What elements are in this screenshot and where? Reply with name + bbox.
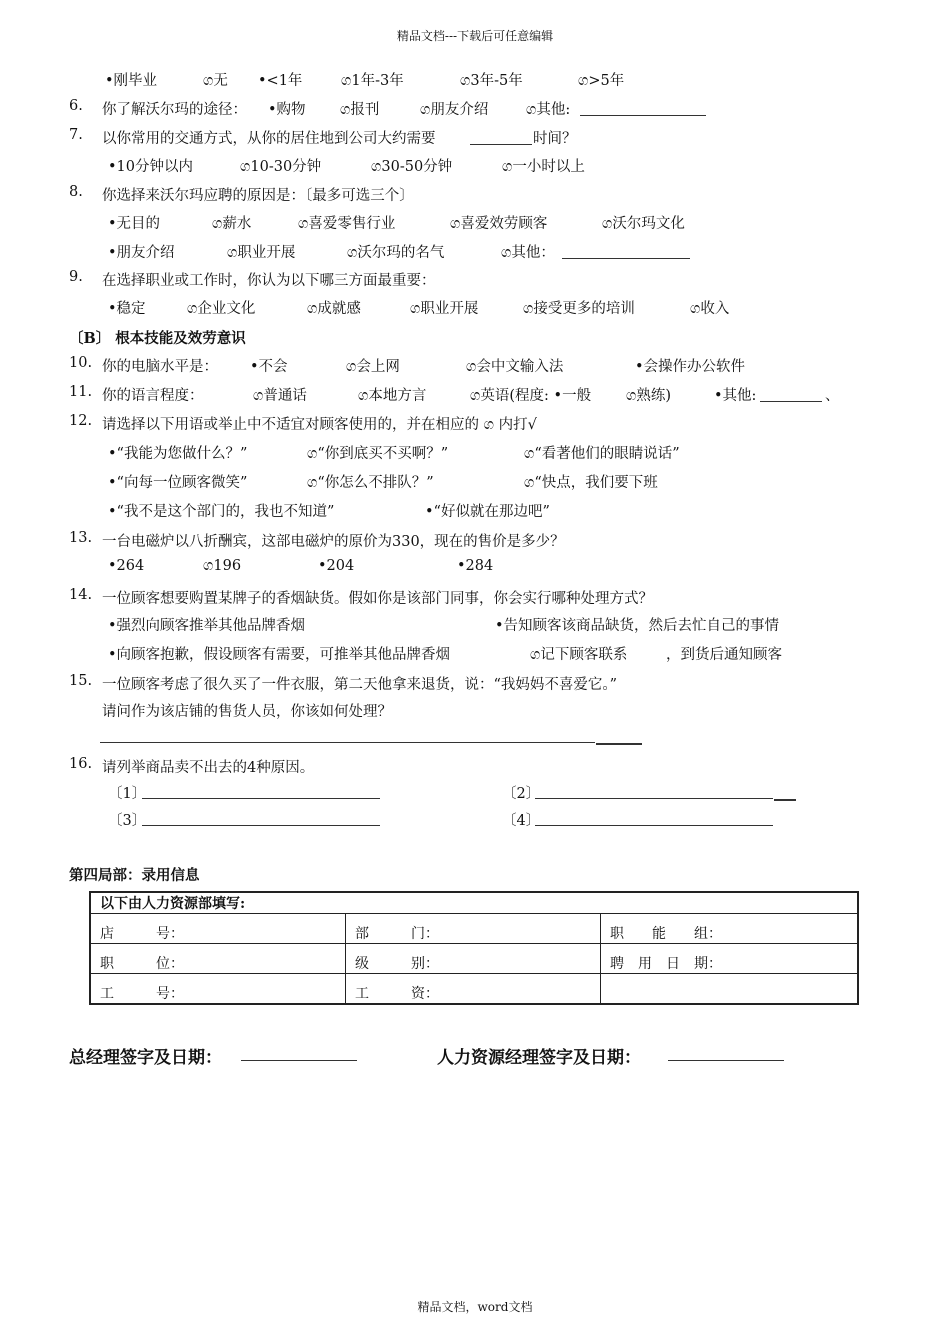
question-number: 16. (69, 756, 93, 772)
q11-punct: 、 (825, 388, 840, 404)
question-text-2: 请问作为该店铺的售货人员，你该如何处理？ (102, 704, 392, 720)
q12-option[interactable]: •“好似就在那边吧” (425, 504, 550, 520)
q5-option[interactable]: ග3年-5年 (460, 73, 523, 89)
q7-option[interactable]: ග一小时以上 (502, 159, 585, 175)
q11-option[interactable]: ග熟练) (626, 388, 672, 404)
q6-option[interactable]: ග朋友介绍 (420, 102, 489, 118)
q10-option[interactable]: ග会上网 (346, 359, 400, 375)
q7-option[interactable]: ග10-30分钟 (240, 159, 322, 175)
hr-info-table (89, 891, 859, 1005)
question-text: 在选择职业或工作时，你认为以下哪三方面最重要： (102, 273, 436, 289)
table-cell[interactable]: 聘 用 日 期： (601, 944, 859, 974)
table-cell[interactable]: 工 资： (346, 974, 601, 1005)
q13-option[interactable]: •204 (318, 558, 355, 574)
q11-option[interactable]: ග英语(程度: •一般 (470, 388, 592, 404)
q10-option[interactable]: ග会中文输入法 (466, 359, 564, 375)
table-cell[interactable]: 级 别： (346, 944, 601, 974)
q16-item-label: 〔3〕 (108, 813, 147, 829)
q5-option[interactable]: ග>5年 (578, 73, 625, 89)
question-text: 一位顾客想要购置某牌子的香烟缺货。假如你是该部门同事，你会实行哪种处理方式？ (102, 591, 653, 607)
question-number: 9. (69, 269, 83, 285)
q12-option[interactable]: ග“看著他们的眼睛说话” (524, 446, 680, 462)
table-row (90, 892, 858, 914)
q14-option[interactable]: ග记下顾客联系 (530, 647, 628, 663)
q8-option[interactable]: ග喜爱零售行业 (298, 216, 396, 232)
hr-signature-label: 人力资源经理签字及日期： (437, 1048, 641, 1068)
q7-time-blank[interactable] (470, 127, 532, 145)
q10-option[interactable]: •不会 (250, 359, 288, 375)
question-number: 8. (69, 184, 83, 200)
question-number: 12. (69, 413, 93, 429)
q9-option[interactable]: ග企业文化 (187, 301, 256, 317)
q8-option[interactable]: ග薪水 (212, 216, 252, 232)
question-text: 一台电磁炉以八折酬宾，这部电磁炉的原价为330，现在的售价是多少？ (102, 534, 565, 550)
q7-option[interactable]: •10分钟以内 (108, 159, 194, 175)
q15-answer-line[interactable] (100, 726, 595, 743)
question-number: 15. (69, 673, 93, 689)
table-row (90, 944, 858, 974)
q5-option[interactable]: ග无 (203, 73, 228, 89)
q9-option[interactable]: ග接受更多的培训 (523, 301, 635, 317)
q11-option[interactable]: ග本地方言 (358, 388, 427, 404)
table-cell[interactable]: 工 号： (90, 974, 346, 1005)
q16-answer-3[interactable] (142, 809, 380, 826)
q11-option[interactable]: •其他: (714, 388, 757, 404)
q9-option[interactable]: •稳定 (108, 301, 146, 317)
q8-option[interactable]: ග沃尔玛的名气 (347, 245, 445, 261)
question-number: 11. (69, 384, 93, 400)
q13-option[interactable]: ග196 (203, 558, 242, 574)
q12-option[interactable]: ග“你到底买不买啊？” (307, 446, 449, 462)
q5-option[interactable]: •<1年 (258, 73, 303, 89)
q12-option[interactable]: •“我不是这个部门的，我也不知道” (108, 504, 335, 520)
page-header: 精品文档---下载后可任意编辑 (396, 29, 554, 43)
table-row (90, 914, 858, 944)
q8-option[interactable]: ග喜爱效劳顾客 (450, 216, 548, 232)
q16-answer-1[interactable] (142, 782, 380, 799)
q6-option[interactable]: ග其他: (526, 102, 571, 118)
q16-answer-2[interactable] (535, 782, 773, 799)
q10-option[interactable]: •会操作办公软件 (635, 359, 746, 375)
q12-option[interactable]: ග“你怎么不排队？” (307, 475, 434, 491)
q11-other-blank[interactable] (760, 384, 822, 402)
hr-signature-line[interactable] (668, 1043, 784, 1061)
q8-option[interactable]: ග职业开展 (227, 245, 296, 261)
question-text-suffix: 时间？ (533, 131, 577, 147)
q12-option[interactable]: •“向每一位顾客微笑” (108, 475, 248, 491)
q16-answer-2-end (774, 782, 796, 801)
q8-option[interactable]: ග沃尔玛文化 (602, 216, 685, 232)
q8-option[interactable]: •朋友介绍 (108, 245, 175, 261)
question-text: 请列举商品卖不出去的4种原因。 (102, 760, 315, 776)
question-text: 请选择以下用语或举止中不适宜对顾客使用的，并在相应的 ග 内打√ (102, 417, 537, 433)
part4-title: 第四局部：录用信息 (69, 867, 200, 884)
question-text: 你的电脑水平是： (102, 359, 218, 375)
question-number: 14. (69, 587, 93, 603)
question-text: 你了解沃尔玛的途径： (102, 102, 247, 118)
table-cell[interactable]: 店 号： (90, 914, 346, 944)
q16-answer-4[interactable] (535, 809, 773, 826)
question-number: 13. (69, 530, 93, 546)
gm-signature-label: 总经理签字及日期： (69, 1048, 222, 1068)
q6-other-blank[interactable] (580, 98, 706, 116)
q15-answer-line-end (596, 726, 642, 745)
question-number: 10. (69, 355, 93, 371)
table-row (90, 974, 858, 1005)
section-b-title: 〔B〕 根本技能及效劳意识 (69, 330, 246, 347)
q13-option[interactable]: •284 (457, 558, 494, 574)
q16-item-label: 〔4〕 (502, 813, 541, 829)
q12-option[interactable]: •“我能为您做什么？” (108, 446, 248, 462)
q8-option[interactable]: ග其他： (501, 245, 555, 261)
q5-option[interactable]: •刚毕业 (105, 73, 158, 89)
table-cell[interactable] (601, 974, 859, 1005)
q7-option[interactable]: ග30-50分钟 (371, 159, 453, 175)
q5-option[interactable]: ග1年-3年 (341, 73, 404, 89)
q16-item-label: 〔2〕 (502, 786, 541, 802)
q14-option-tail: ，到货后通知顾客 (666, 647, 782, 663)
q9-option[interactable]: ග成就感 (307, 301, 361, 317)
q6-option[interactable]: ග报刊 (340, 102, 380, 118)
q13-option[interactable]: •264 (108, 558, 145, 574)
table-cell[interactable]: 职 能 组： (601, 914, 859, 944)
table-cell[interactable]: 职 位： (90, 944, 346, 974)
question-text: 以你常用的交通方式，从你的居住地到公司大约需要 (102, 131, 436, 147)
q8-option[interactable]: •无目的 (108, 216, 161, 232)
gm-signature-line[interactable] (241, 1043, 357, 1061)
q6-option[interactable]: •购物 (268, 102, 306, 118)
q8-other-blank[interactable] (562, 241, 690, 259)
question-text: 你的语言程度： (102, 388, 204, 404)
question-text: 一位顾客考虑了很久买了一件衣服，第二天他拿来退货，说：“我妈妈不喜爱它。” (102, 677, 618, 693)
table-head: 以下由人力资源部填写: (90, 892, 858, 914)
question-text: 你选择来沃尔玛应聘的原因是：〔最多可选三个〕 (102, 188, 414, 204)
q12-option[interactable]: ග“快点，我们要下班 (524, 475, 658, 491)
question-number: 6. (69, 98, 83, 114)
q14-option[interactable]: •强烈向顾客推举其他品牌香烟 (108, 618, 306, 634)
page-footer: 精品文档，word文档 (417, 1300, 533, 1314)
q16-item-label: 〔1〕 (108, 786, 147, 802)
question-number: 7. (69, 127, 83, 143)
q11-option[interactable]: ග普通话 (253, 388, 307, 404)
q14-option[interactable]: •向顾客抱歉，假设顾客有需要，可推举其他品牌香烟 (108, 647, 451, 663)
table-cell[interactable]: 部 门： (346, 914, 601, 944)
q9-option[interactable]: ග收入 (690, 301, 730, 317)
q9-option[interactable]: ග职业开展 (410, 301, 479, 317)
q14-option[interactable]: •告知顾客该商品缺货，然后去忙自己的事情 (495, 618, 780, 634)
